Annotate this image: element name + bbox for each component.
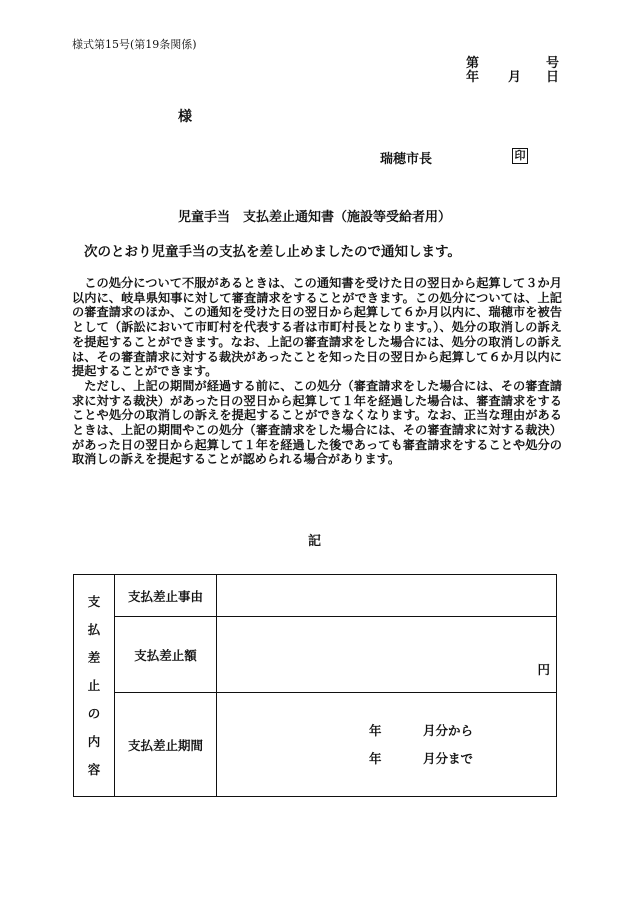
seal-mark: 印 xyxy=(512,148,528,164)
amount-label: 支払差止額 xyxy=(115,617,217,693)
ki-heading: 記 xyxy=(308,534,322,549)
addressee-suffix: 様 xyxy=(178,109,192,125)
date-day: 日 xyxy=(546,70,560,85)
date-year: 年 xyxy=(466,70,480,85)
vertical-char: 払 xyxy=(87,621,101,637)
period-from-month: 月分から xyxy=(423,723,474,738)
vertical-char: の xyxy=(87,705,101,721)
suspension-details-table xyxy=(73,574,557,797)
reason-label: 支払差止事由 xyxy=(115,575,217,617)
issuer-name: 瑞穂市長 xyxy=(380,152,433,167)
period-from-year: 年 xyxy=(369,723,382,738)
number-go: 号 xyxy=(546,56,560,71)
vertical-char: 差 xyxy=(87,649,101,665)
amount-value-cell xyxy=(217,617,557,693)
appeal-notice xyxy=(72,276,562,467)
vertical-char: 止 xyxy=(87,677,101,693)
reason-value-cell xyxy=(217,575,557,617)
number-dai: 第 xyxy=(466,56,480,71)
vertical-char: 支 xyxy=(87,593,101,609)
amount-row xyxy=(74,617,557,693)
reason-row xyxy=(74,575,557,617)
document-title: 児童手当 支払差止通知書（施設等受給者用） xyxy=(178,210,452,225)
period-to-month: 月分まで xyxy=(423,751,474,766)
vertical-char: 容 xyxy=(87,761,101,777)
period-row xyxy=(74,693,557,797)
period-to-year: 年 xyxy=(369,751,382,766)
period-label: 支払差止期間 xyxy=(115,693,217,797)
period-value-cell xyxy=(217,693,557,797)
yen-unit: 円 xyxy=(537,662,550,677)
vertical-char: 内 xyxy=(87,733,101,749)
appeal-paragraph-1: この処分について不服があるときは、この通知書を受けた日の翌日から起算して３か月以内に、岐阜県知事に対して審査請求をすることができます。この処分については、上記の審査請求のほか、この通知を受けた日の翌日から起算して６か月以内に、瑞穂市を被告として（訴訟において市町村を代表する者は市町村長となります。）、処分の取消しの訴えを提起することができます。なお、上記の審査請求をした場合には、処分の取消しの訴えは、その審査請求に対する裁決があったことを知った日の翌日から起算して６か月以内に提起することができます。 xyxy=(72,276,562,379)
appeal-paragraph-2: ただし、上記の期間が経過する前に、この処分（審査請求をした場合には、その審査請求に対する裁決）があった日の翌日から起算して１年を経過した場合は、審査請求をすることや処分の取消しの訴えを提起することができなくなります。なお、正当な理由があるときは、上記の期間やこの処分（審査請求をした場合には、その審査請求に対する裁決）があった日の翌日から起算して１年を経過した後であっても審査請求をすることや処分の取消しの訴えを提起することが認められる場合があります。 xyxy=(72,378,562,467)
form-number-label: 様式第15号(第19条関係) xyxy=(72,38,197,51)
lead-sentence: 次のとおり児童手当の支払を差し止めましたので通知します。 xyxy=(84,244,461,260)
date-month: 月 xyxy=(508,70,522,85)
vertical-header xyxy=(74,575,115,797)
